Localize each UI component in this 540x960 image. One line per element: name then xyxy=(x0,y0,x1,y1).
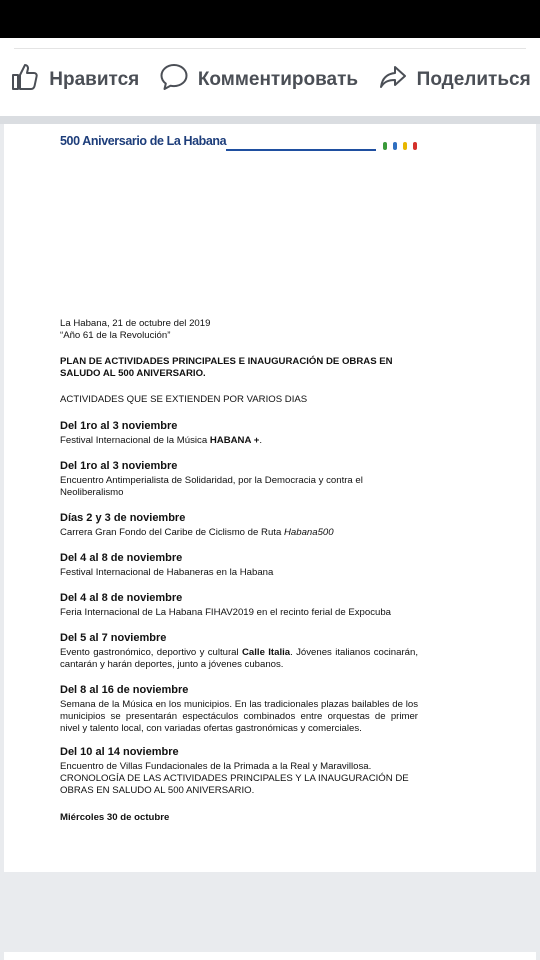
plan-title: PLAN DE ACTIVIDADES PRINCIPALES E INAUGURACIÓN DE OBRAS EN SALUDO AL 500 ANIVERSARIO. xyxy=(60,356,393,379)
item-date: Del 10 al 14 noviembre xyxy=(60,746,179,758)
item-date: Del 4 al 8 de noviembre xyxy=(60,592,183,604)
feed-gap xyxy=(0,872,540,952)
letterhead-dots xyxy=(383,142,417,150)
share-arrow-icon xyxy=(377,61,409,99)
next-post-card xyxy=(4,952,536,960)
share-button[interactable] xyxy=(377,61,531,99)
item-text: Encuentro de Villas Fundacionales de la Primada a la Real y Maravillosa. xyxy=(60,761,372,772)
item-text: Evento gastronómico, deportivo y cultural Calle Italia. Jóvenes italianos cocinarán, cantarán y harán deportes, junto a jóvenes cubanos. xyxy=(60,647,418,670)
item-date: Del 1ro al 3 noviembre xyxy=(60,420,178,432)
comment-button[interactable] xyxy=(158,61,358,99)
like-label: Нравится xyxy=(49,69,140,90)
dot-red xyxy=(413,142,417,150)
item-date: Del 1ro al 3 noviembre xyxy=(60,460,178,472)
letterhead-title: 500 Aniversario de La Habana xyxy=(60,134,227,148)
item-date: Del 4 al 8 de noviembre xyxy=(60,552,183,564)
item-text: Semana de la Música en los municipios. En las tradicionales plazas bailables de los municipios se presentarán espectáculos combinados entre orquestas de primer nivel y talento local, con variadas ofertas gastronómicas y comerciales. xyxy=(60,699,418,734)
item-date: Del 8 al 16 de noviembre xyxy=(60,684,189,696)
comment-label: Комментировать xyxy=(197,69,359,90)
letterhead xyxy=(60,134,435,154)
year-motto: “Año 61 de la Revolución” xyxy=(60,330,171,341)
letterhead-rule xyxy=(226,149,376,151)
place-date: La Habana, 21 de octubre del 2019 xyxy=(60,318,211,329)
like-button[interactable] xyxy=(9,61,139,99)
feed-gap xyxy=(0,116,540,124)
dot-blue xyxy=(393,142,397,150)
item-text: Festival Internacional de Habaneras en la Habana xyxy=(60,567,274,578)
section-title: ACTIVIDADES QUE SE EXTIENDEN POR VARIOS DIAS xyxy=(60,394,308,405)
item-text: Festival Internacional de la Música HABANA +. xyxy=(60,435,262,446)
item-text: Carrera Gran Fondo del Caribe de Ciclismo de Ruta Habana500 xyxy=(60,527,334,538)
status-bar xyxy=(0,0,540,38)
thumbs-up-icon xyxy=(9,61,41,99)
last-date: Miércoles 30 de octubre xyxy=(60,812,170,823)
chronology-title: CRONOLOGÍA DE LAS ACTIVIDADES PRINCIPALES Y LA INAUGURACIÓN DE OBRAS EN SALUDO AL 500 ANIVERSARIO. xyxy=(60,773,409,796)
item-date: Días 2 y 3 de noviembre xyxy=(60,512,186,524)
post-action-bar xyxy=(0,38,540,116)
share-label: Поделиться xyxy=(416,69,531,90)
dot-yellow xyxy=(403,142,407,150)
dot-green xyxy=(383,142,387,150)
speech-bubble-icon xyxy=(158,61,190,99)
item-date: Del 5 al 7 noviembre xyxy=(60,632,167,644)
item-text: Feria Internacional de La Habana FIHAV2019 en el recinto ferial de Expocuba xyxy=(60,607,392,618)
divider xyxy=(14,48,526,49)
item-text: Encuentro Antimperialista de Solidaridad, por la Democracia y contra el Neoliberalismo xyxy=(60,475,363,498)
